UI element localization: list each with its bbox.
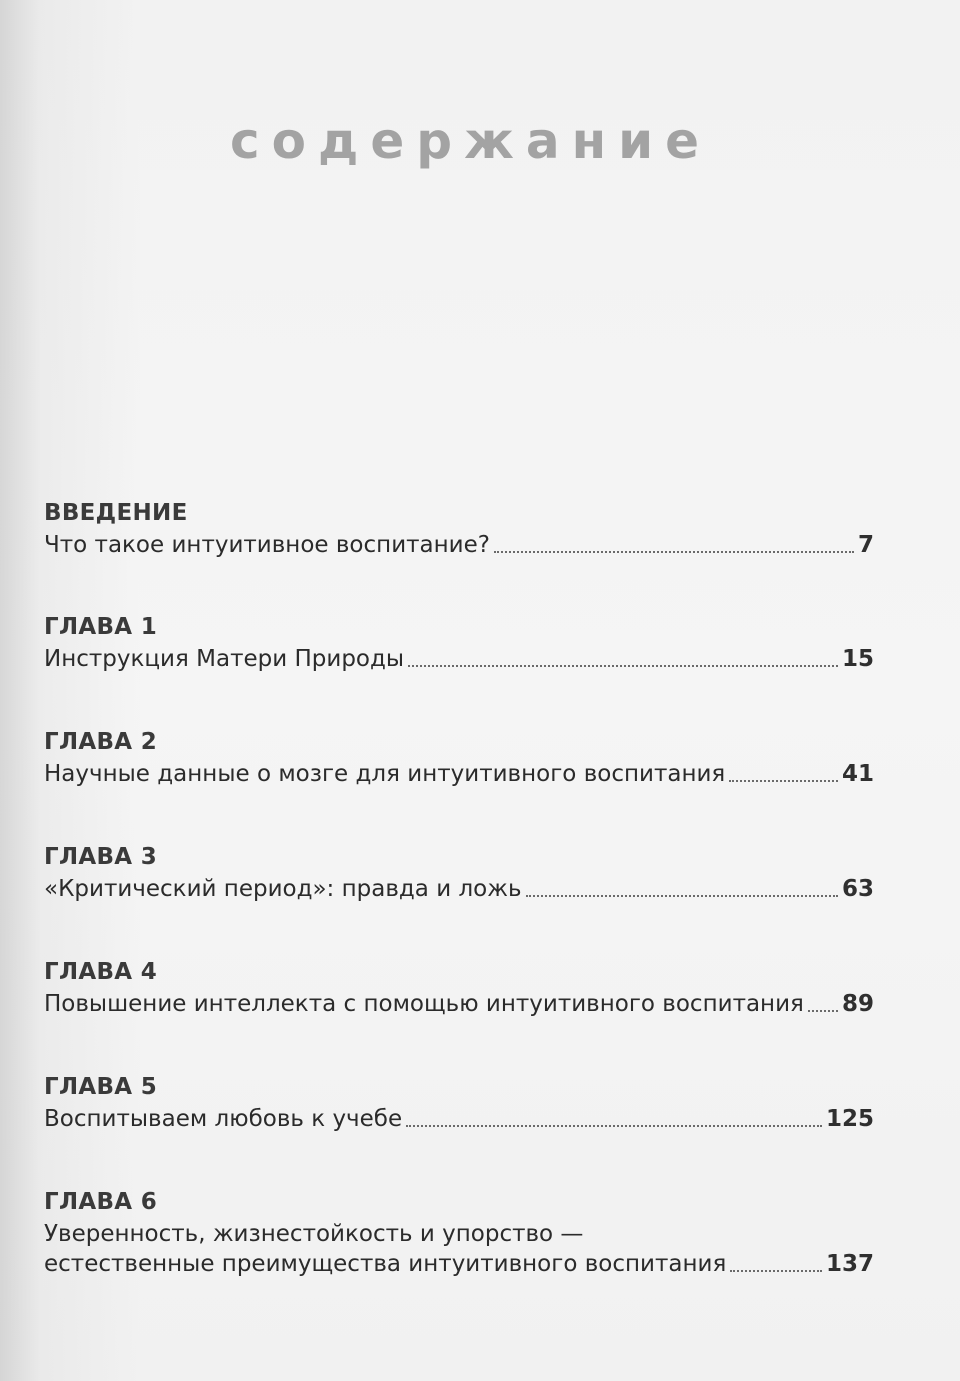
entry-title: Инструкция Матери Природы bbox=[44, 646, 405, 672]
page-number: 137 bbox=[825, 1251, 874, 1277]
dot-leader bbox=[526, 895, 838, 897]
toc-section-chapter-2 bbox=[44, 725, 874, 789]
toc-entry[interactable] bbox=[44, 644, 874, 674]
toc-entry[interactable] bbox=[44, 1219, 874, 1279]
page-number: 89 bbox=[841, 991, 874, 1017]
entry-title: Воспитываем любовь к учебе bbox=[44, 1106, 403, 1132]
page-title: содержание bbox=[230, 112, 712, 170]
section-heading: ГЛАВА 3 bbox=[44, 844, 158, 870]
entry-title-line-2: естественные преимущества интуитивного воспитания bbox=[44, 1251, 727, 1277]
dot-leader bbox=[494, 551, 854, 553]
toc-entry[interactable] bbox=[44, 874, 874, 904]
dot-leader bbox=[808, 1010, 838, 1012]
dot-leader bbox=[729, 780, 838, 782]
toc-section-chapter-1 bbox=[44, 610, 874, 674]
dot-leader bbox=[730, 1270, 822, 1272]
page-number: 41 bbox=[841, 761, 874, 787]
page-number: 7 bbox=[857, 532, 874, 558]
section-heading: ВВЕДЕНИЕ bbox=[44, 500, 188, 526]
section-heading: ГЛАВА 4 bbox=[44, 959, 158, 985]
toc-entry[interactable] bbox=[44, 530, 874, 560]
table-of-contents bbox=[44, 496, 874, 1279]
section-heading: ГЛАВА 2 bbox=[44, 729, 158, 755]
page-number: 63 bbox=[841, 876, 874, 902]
entry-title-line-1: Уверенность, жизнестойкость и упорство — bbox=[44, 1221, 584, 1247]
toc-section-chapter-3 bbox=[44, 840, 874, 904]
page-number: 125 bbox=[825, 1106, 874, 1132]
toc-entry[interactable] bbox=[44, 759, 874, 789]
dot-leader bbox=[406, 1125, 822, 1127]
section-heading: ГЛАВА 5 bbox=[44, 1074, 158, 1100]
entry-title: Повышение интеллекта с помощью интуитивного воспитания bbox=[44, 991, 804, 1017]
toc-section-chapter-4 bbox=[44, 955, 874, 1019]
toc-entry[interactable] bbox=[44, 1104, 874, 1134]
toc-section-chapter-6 bbox=[44, 1185, 874, 1279]
entry-title: «Критический период»: правда и ложь bbox=[44, 876, 522, 902]
toc-section-intro bbox=[44, 496, 874, 560]
page-number: 15 bbox=[841, 646, 874, 672]
entry-title: Что такое интуитивное воспитание? bbox=[44, 532, 490, 558]
entry-line-2 bbox=[44, 1249, 874, 1279]
dot-leader bbox=[408, 665, 838, 667]
entry-title: Научные данные о мозге для интуитивного воспитания bbox=[44, 761, 726, 787]
section-heading: ГЛАВА 6 bbox=[44, 1189, 158, 1215]
toc-section-chapter-5 bbox=[44, 1070, 874, 1134]
section-heading: ГЛАВА 1 bbox=[44, 614, 158, 640]
toc-entry[interactable] bbox=[44, 989, 874, 1019]
